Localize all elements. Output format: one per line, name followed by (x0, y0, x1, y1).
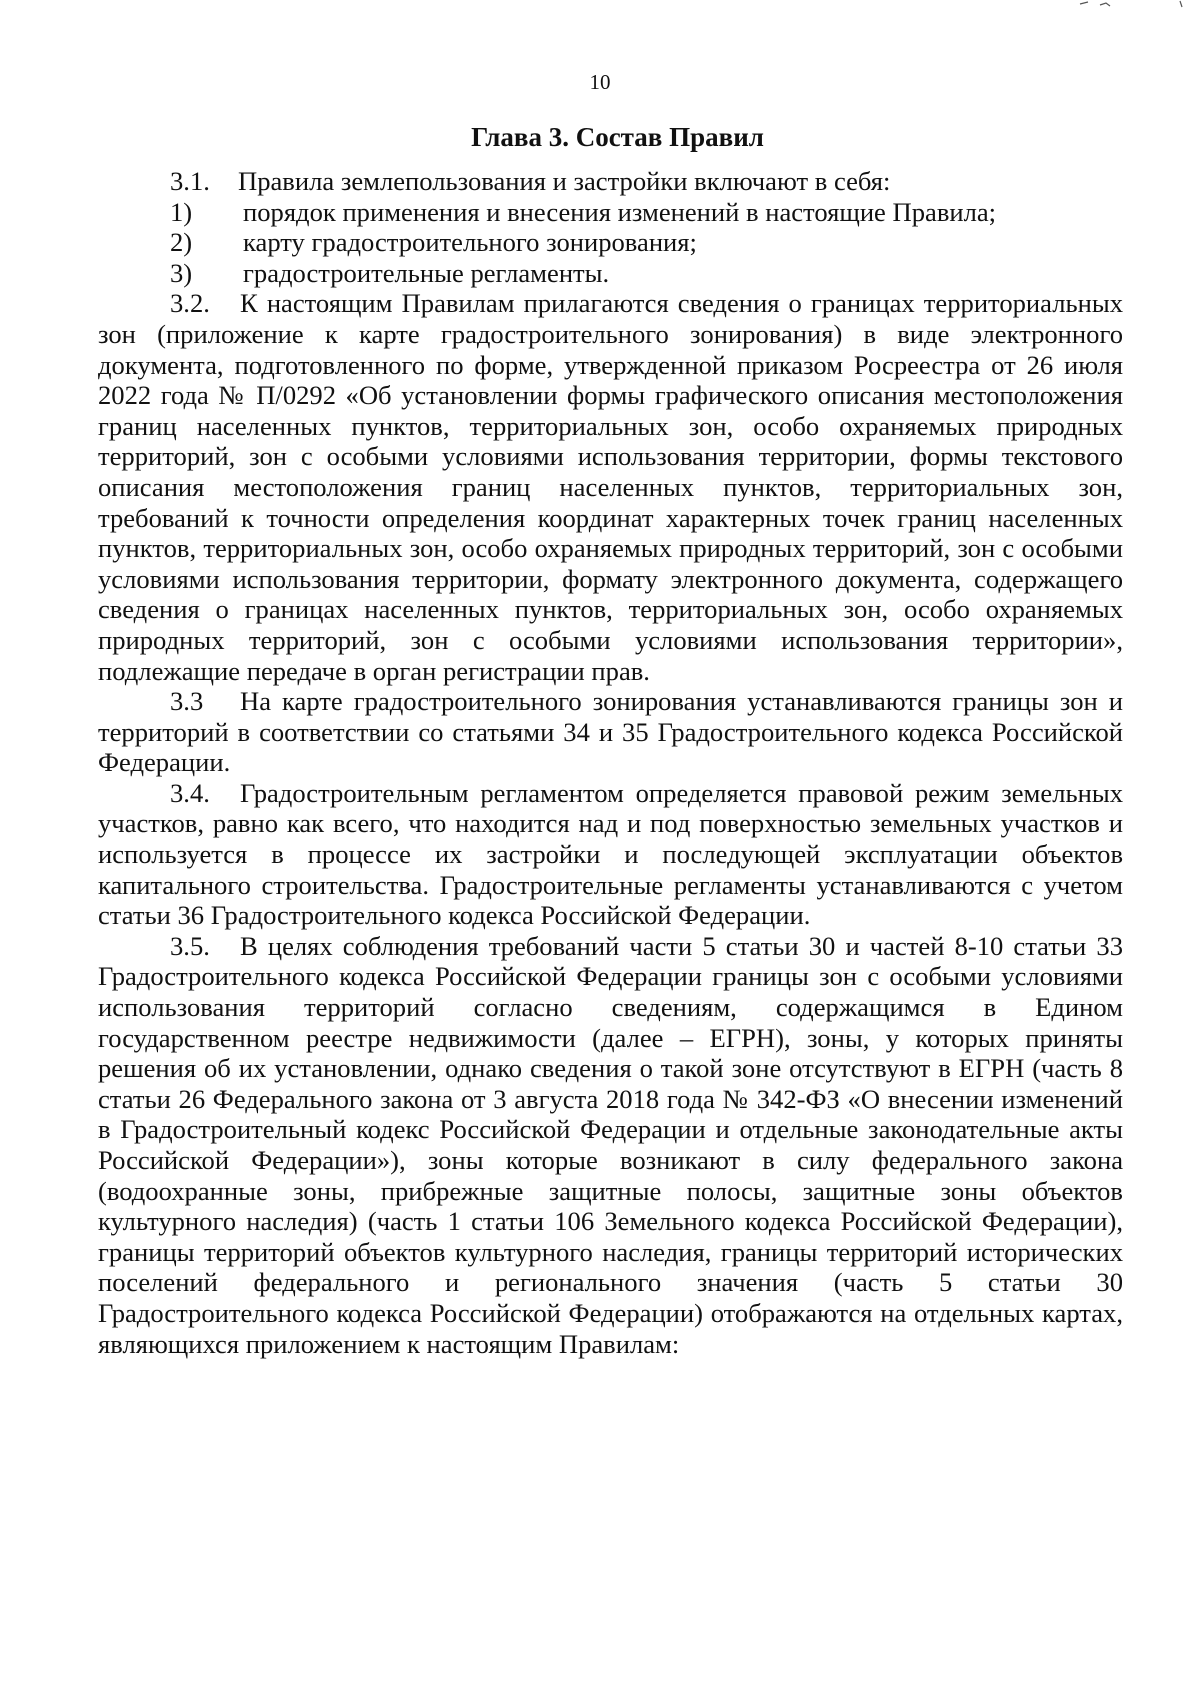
list-item-text: градостроительные регламенты. (243, 257, 610, 288)
clause-3-1 (98, 166, 1123, 197)
clause-3-5 (98, 931, 1123, 1359)
page-number: 10 (589, 70, 611, 94)
clause-3-3 (98, 686, 1123, 778)
clause-text: Правила землепользования и застройки включают в себя: (238, 166, 891, 196)
clause-text: На карте градостроительного зонирования устанавливаются границы зон и территорий в соответствии со статьями 34 и 35 Градостроительного кодекса Российской Федерации. (98, 686, 1123, 778)
clause-number: 3.2. (170, 288, 210, 319)
clause-3-2 (98, 288, 1123, 686)
list-item (98, 197, 1123, 228)
clause-text: Градостроительным регламентом определяется правовой режим земельных участков, равно как всего, что находится над и под поверхностью земельных участков и используется в процессе их застройки и последующей эксплуатации объектов капитального строительства. Градостроительные регламенты устанавливаются с учетом статьи 36 Градостроительного кодекса Российской Федерации. (98, 777, 1123, 931)
clause-number: 3.5. (170, 930, 210, 961)
document-body (98, 166, 1123, 1359)
clause-number: 3.4. (170, 777, 210, 808)
list-item-number: 2) (170, 227, 193, 258)
chapter-title: Глава 3. Состав Правил (471, 122, 764, 152)
scan-edge-mark (1060, 0, 1200, 8)
clause-text: В целях соблюдения требований части 5 статьи 30 и частей 8-10 статьи 33 Градостроительного кодекса Российской Федерации границы зон с особыми условиями использования территорий согласно сведениям, содержащимся в Едином государственном реестре недвижимости (далее – ЕГРН), зоны, у которых приняты решения об их установлении, однако сведения о такой зоне отсутствуют в ЕГРН (часть 8 статьи 26 Федерального закона от 3 августа 2018 года № 342-ФЗ «О внесении изменений в Градостроительный кодекс Российской Федерации и отдельные законодательные акты Российской Федерации»), зоны которые возникают в силу федерального закона (водоохранные зоны, прибрежные защитные полосы, защитные зоны объектов культурного наследия) (часть 1 статьи 106 Земельного кодекса Российской Федерации), границы территорий объектов культурного наследия, границы территорий исторических поселений федерального и регионального значения (часть 5 статьи 30 Градостроительного кодекса Российской Федерации) отображаются на отдельных картах, являющихся приложением к настоящим Правилам: (98, 930, 1123, 1359)
clause-number: 3.1. (170, 166, 210, 196)
list-item (98, 258, 1123, 289)
clause-number: 3.3 (170, 686, 204, 717)
clause-3-4 (98, 778, 1123, 931)
clause-text: К настоящим Правилам прилагаются сведения о границах территориальных зон (приложение к карте градостроительного зонирования) в виде электронного документа, подготовленного по форме, утвержденной приказом Росреестра от 26 июля 2022 года № П/0292 «Об установлении формы графического описания местоположения границ населенных пунктов, территориальных зон, особо охраняемых природных территорий, зон с особыми условиями использования территории, формы текстового описания местоположения границ населенных пунктов, территориальных зон, требований к точности определения координат характерных точек границ населенных пунктов, территориальных зон, особо охраняемых природных территорий, зон с особыми условиями использования территории, формату электронного документа, содержащего сведения о границах населенных пунктов, территориальных зон, особо охраняемых природных территорий, зон с особыми условиями использования территории», подлежащие передаче в орган регистрации прав. (98, 288, 1123, 686)
list-item-text: порядок применения и внесения изменений в настоящие Правила; (243, 196, 997, 227)
list-item-number: 1) (170, 196, 193, 227)
list-item (98, 227, 1123, 258)
list-item-number: 3) (170, 257, 193, 288)
list-item-text: карту градостроительного зонирования; (243, 227, 697, 258)
